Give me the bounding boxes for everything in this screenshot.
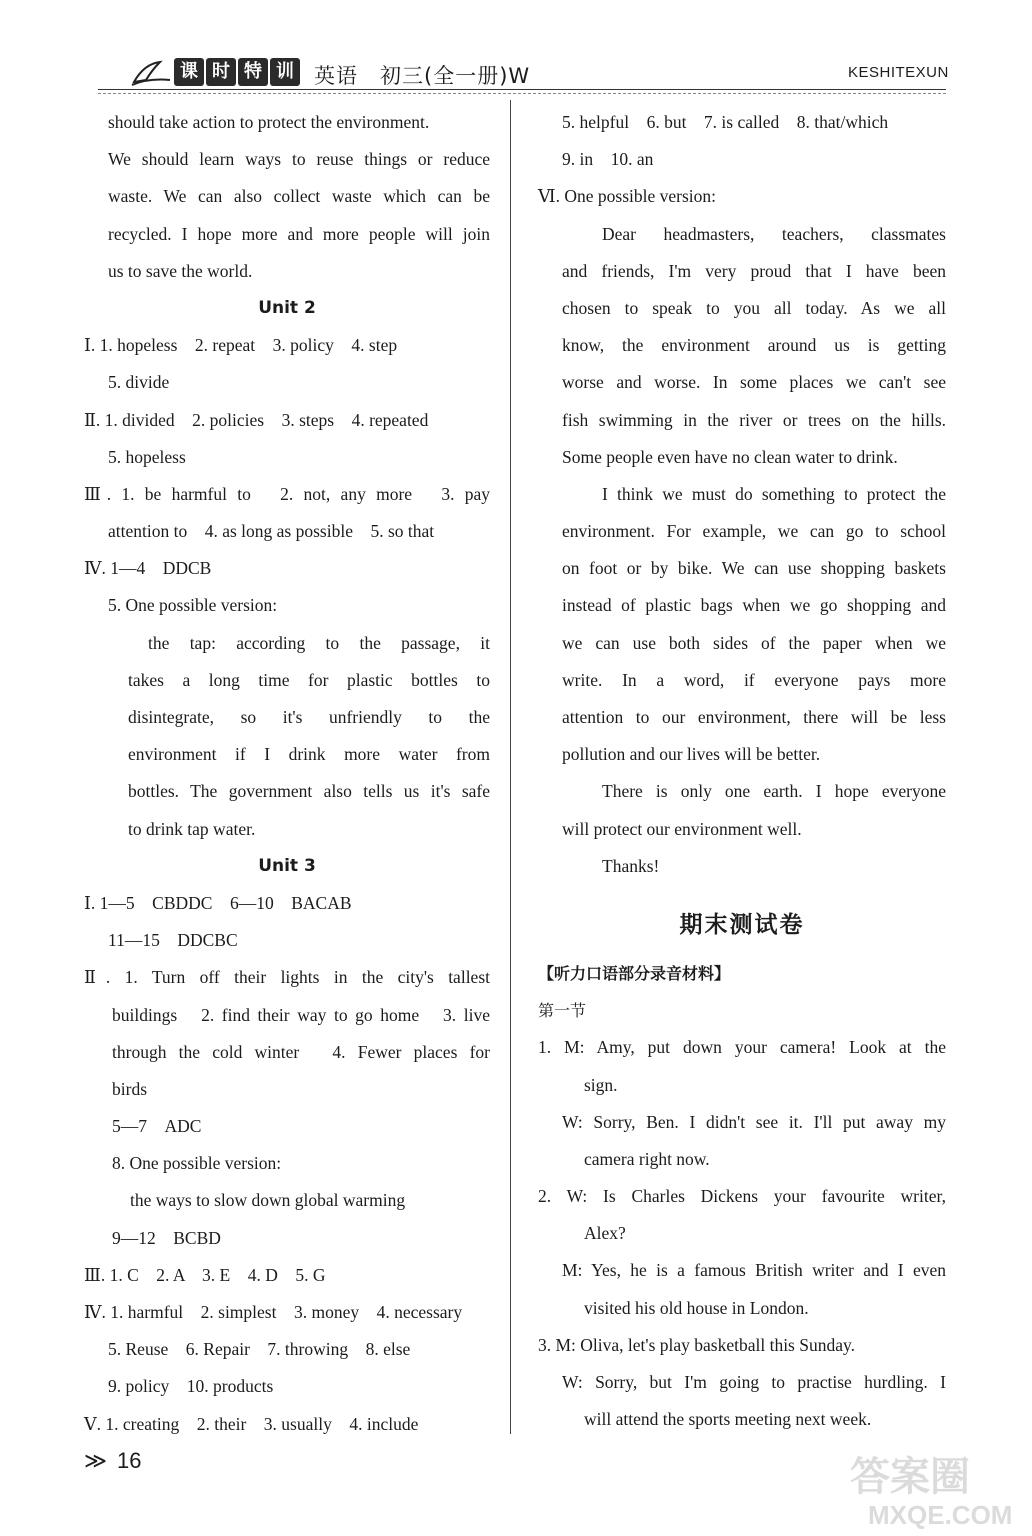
- logo-text: [174, 58, 300, 86]
- text-line: environment if I drink more water from: [128, 744, 490, 765]
- text-line: waste. We can also collect waste which can be: [108, 186, 490, 207]
- text-line: attention to 4. as long as possible 5. so that: [108, 521, 435, 542]
- text-line: camera right now.: [584, 1148, 710, 1169]
- text-line: and friends, I'm very proud that I have been: [562, 260, 946, 281]
- text-line: us to save the world.: [108, 260, 253, 281]
- header-rule: [98, 89, 946, 90]
- text-line: 第一节: [538, 1001, 587, 1021]
- text-line: Ⅱ. 1. Turn off their lights in the city's tallest: [84, 967, 490, 988]
- text-line: 5. hopeless: [108, 446, 186, 467]
- section-heading: Unit 3: [258, 855, 316, 876]
- text-line: should take action to protect the environment.: [108, 112, 430, 132]
- text-line: attention to our environment, there will be less: [562, 707, 946, 727]
- watermark-url: MXQE.COM: [868, 1500, 1013, 1530]
- logo-char: 时: [206, 58, 236, 86]
- text-line: Dear headmasters, teachers, classmates: [602, 223, 946, 244]
- logo-char: 特: [238, 58, 268, 86]
- text-line: environment. For example, we can go to school: [562, 521, 946, 542]
- section-heading: Unit 2: [258, 297, 316, 318]
- text-line: I think we must do something to protect the: [602, 483, 946, 504]
- logo-char: 课: [174, 58, 204, 86]
- text-line: M: Yes, he is a famous British writer and I even: [562, 1260, 946, 1281]
- pen-icon: [130, 58, 174, 88]
- text-line: Ⅱ. 1. divided 2. policies 3. steps 4. repeated: [84, 409, 429, 430]
- section-heading: 期末测试卷: [679, 911, 805, 938]
- column-divider: [510, 100, 511, 1434]
- text-line: 9. policy 10. products: [108, 1376, 274, 1397]
- text-line: Ⅳ. 1—4 DDCB: [84, 558, 212, 579]
- text-line: 9—12 BCBD: [112, 1227, 221, 1248]
- text-line: Ⅵ. One possible version:: [538, 186, 716, 207]
- text-line: will protect our environment well.: [562, 818, 802, 839]
- text-line: 【听力口语部分录音材料】: [538, 963, 731, 983]
- header-dashed-rule: [98, 93, 946, 94]
- double-chevron-icon: ≫: [84, 1448, 108, 1474]
- text-line: Alex?: [584, 1223, 626, 1244]
- text-line: visited his old house in London.: [584, 1297, 809, 1318]
- text-line: W: Sorry, Ben. I didn't see it. I'll put away my: [562, 1111, 946, 1132]
- text-line: 11—15 DDCBC: [108, 930, 238, 951]
- text-line: we can use both sides of the paper when we: [562, 632, 946, 653]
- text-line: Some people even have no clean water to drink.: [562, 446, 898, 467]
- watermark: [842, 1444, 1022, 1530]
- text-line: will attend the sports meeting next week.: [584, 1409, 872, 1430]
- text-line: the ways to slow down global warming: [130, 1190, 406, 1211]
- text-line: write. In a word, if everyone pays more: [562, 669, 946, 690]
- logo-char: 训: [270, 58, 300, 86]
- text-line: Ⅰ. 1—5 CBDDC 6—10 BACAB: [84, 892, 352, 913]
- text-line: birds: [112, 1078, 147, 1099]
- text-line: instead of plastic bags when we go shopping and: [562, 595, 946, 616]
- text-line: 5. divide: [108, 372, 170, 393]
- text-line: the tap: according to the passage, it: [148, 632, 490, 653]
- text-line: Ⅲ. 1. C 2. A 3. E 4. D 5. G: [84, 1264, 326, 1285]
- text-line: We should learn ways to reuse things or reduce: [108, 149, 490, 170]
- text-line: recycled. I hope more and more people will join: [108, 223, 490, 244]
- text-line: 2. W: Is Charles Dickens your favourite writer,: [538, 1186, 946, 1207]
- book-logo: [130, 58, 302, 88]
- page-header: [0, 0, 1032, 100]
- subject-title: 英语 初三(全一册)W: [314, 64, 531, 88]
- right-column: [538, 104, 946, 1438]
- text-line: disintegrate, so it's unfriendly to the: [128, 707, 490, 727]
- text-line: fish swimming in the river or trees on the hills.: [562, 409, 946, 430]
- text-line: 8. One possible version:: [112, 1153, 282, 1174]
- text-line: bottles. The government also tells us it's safe: [128, 781, 490, 802]
- text-line: 5—7 ADC: [112, 1116, 202, 1137]
- text-line: Ⅴ. 1. creating 2. their 3. usually 4. include: [84, 1413, 419, 1434]
- text-line: sign.: [584, 1074, 618, 1095]
- text-line: on foot or by bike. We can use shopping baskets: [562, 558, 946, 579]
- watermark-text: 答案圈: [850, 1454, 970, 1500]
- text-line: 1. M: Amy, put down your camera! Look at the: [538, 1037, 946, 1058]
- text-line: takes a long time for plastic bottles to: [128, 669, 490, 690]
- text-line: 3. M: Oliva, let's play basketball this Sunday.: [538, 1334, 855, 1355]
- text-line: 5. One possible version:: [108, 595, 278, 616]
- text-line: 5. helpful 6. but 7. is called 8. that/which: [562, 112, 889, 132]
- text-line: Ⅰ. 1. hopeless 2. repeat 3. policy 4. step: [84, 335, 398, 356]
- text-line: There is only one earth. I hope everyone: [602, 781, 946, 802]
- left-column: [84, 104, 490, 1443]
- text-line: worse and worse. In some places we can't see: [562, 372, 946, 393]
- page-number: 16: [117, 1448, 142, 1473]
- text-line: pollution and our lives will be better.: [562, 744, 821, 765]
- text-line: through the cold winter 4. Fewer places for: [112, 1041, 490, 1062]
- text-line: buildings 2. find their way to go home 3. live: [112, 1004, 490, 1025]
- text-line: Ⅲ. 1. be harmful to 2. not, any more 3. pay: [84, 483, 490, 504]
- text-line: Ⅳ. 1. harmful 2. simplest 3. money 4. necessary: [84, 1302, 463, 1322]
- text-line: to drink tap water.: [128, 818, 256, 839]
- text-line: W: Sorry, but I'm going to practise hurdling. I: [562, 1372, 946, 1392]
- text-line: 9. in 10. an: [562, 149, 654, 170]
- text-line: Thanks!: [602, 855, 660, 876]
- brand-name: KESHITEXUN: [848, 64, 949, 81]
- text-line: chosen to speak to you all today. As we all: [562, 297, 946, 318]
- page-footer: [84, 1446, 142, 1476]
- text-line: 5. Reuse 6. Repair 7. throwing 8. else: [108, 1339, 411, 1360]
- text-line: know, the environment around us is getting: [562, 335, 946, 356]
